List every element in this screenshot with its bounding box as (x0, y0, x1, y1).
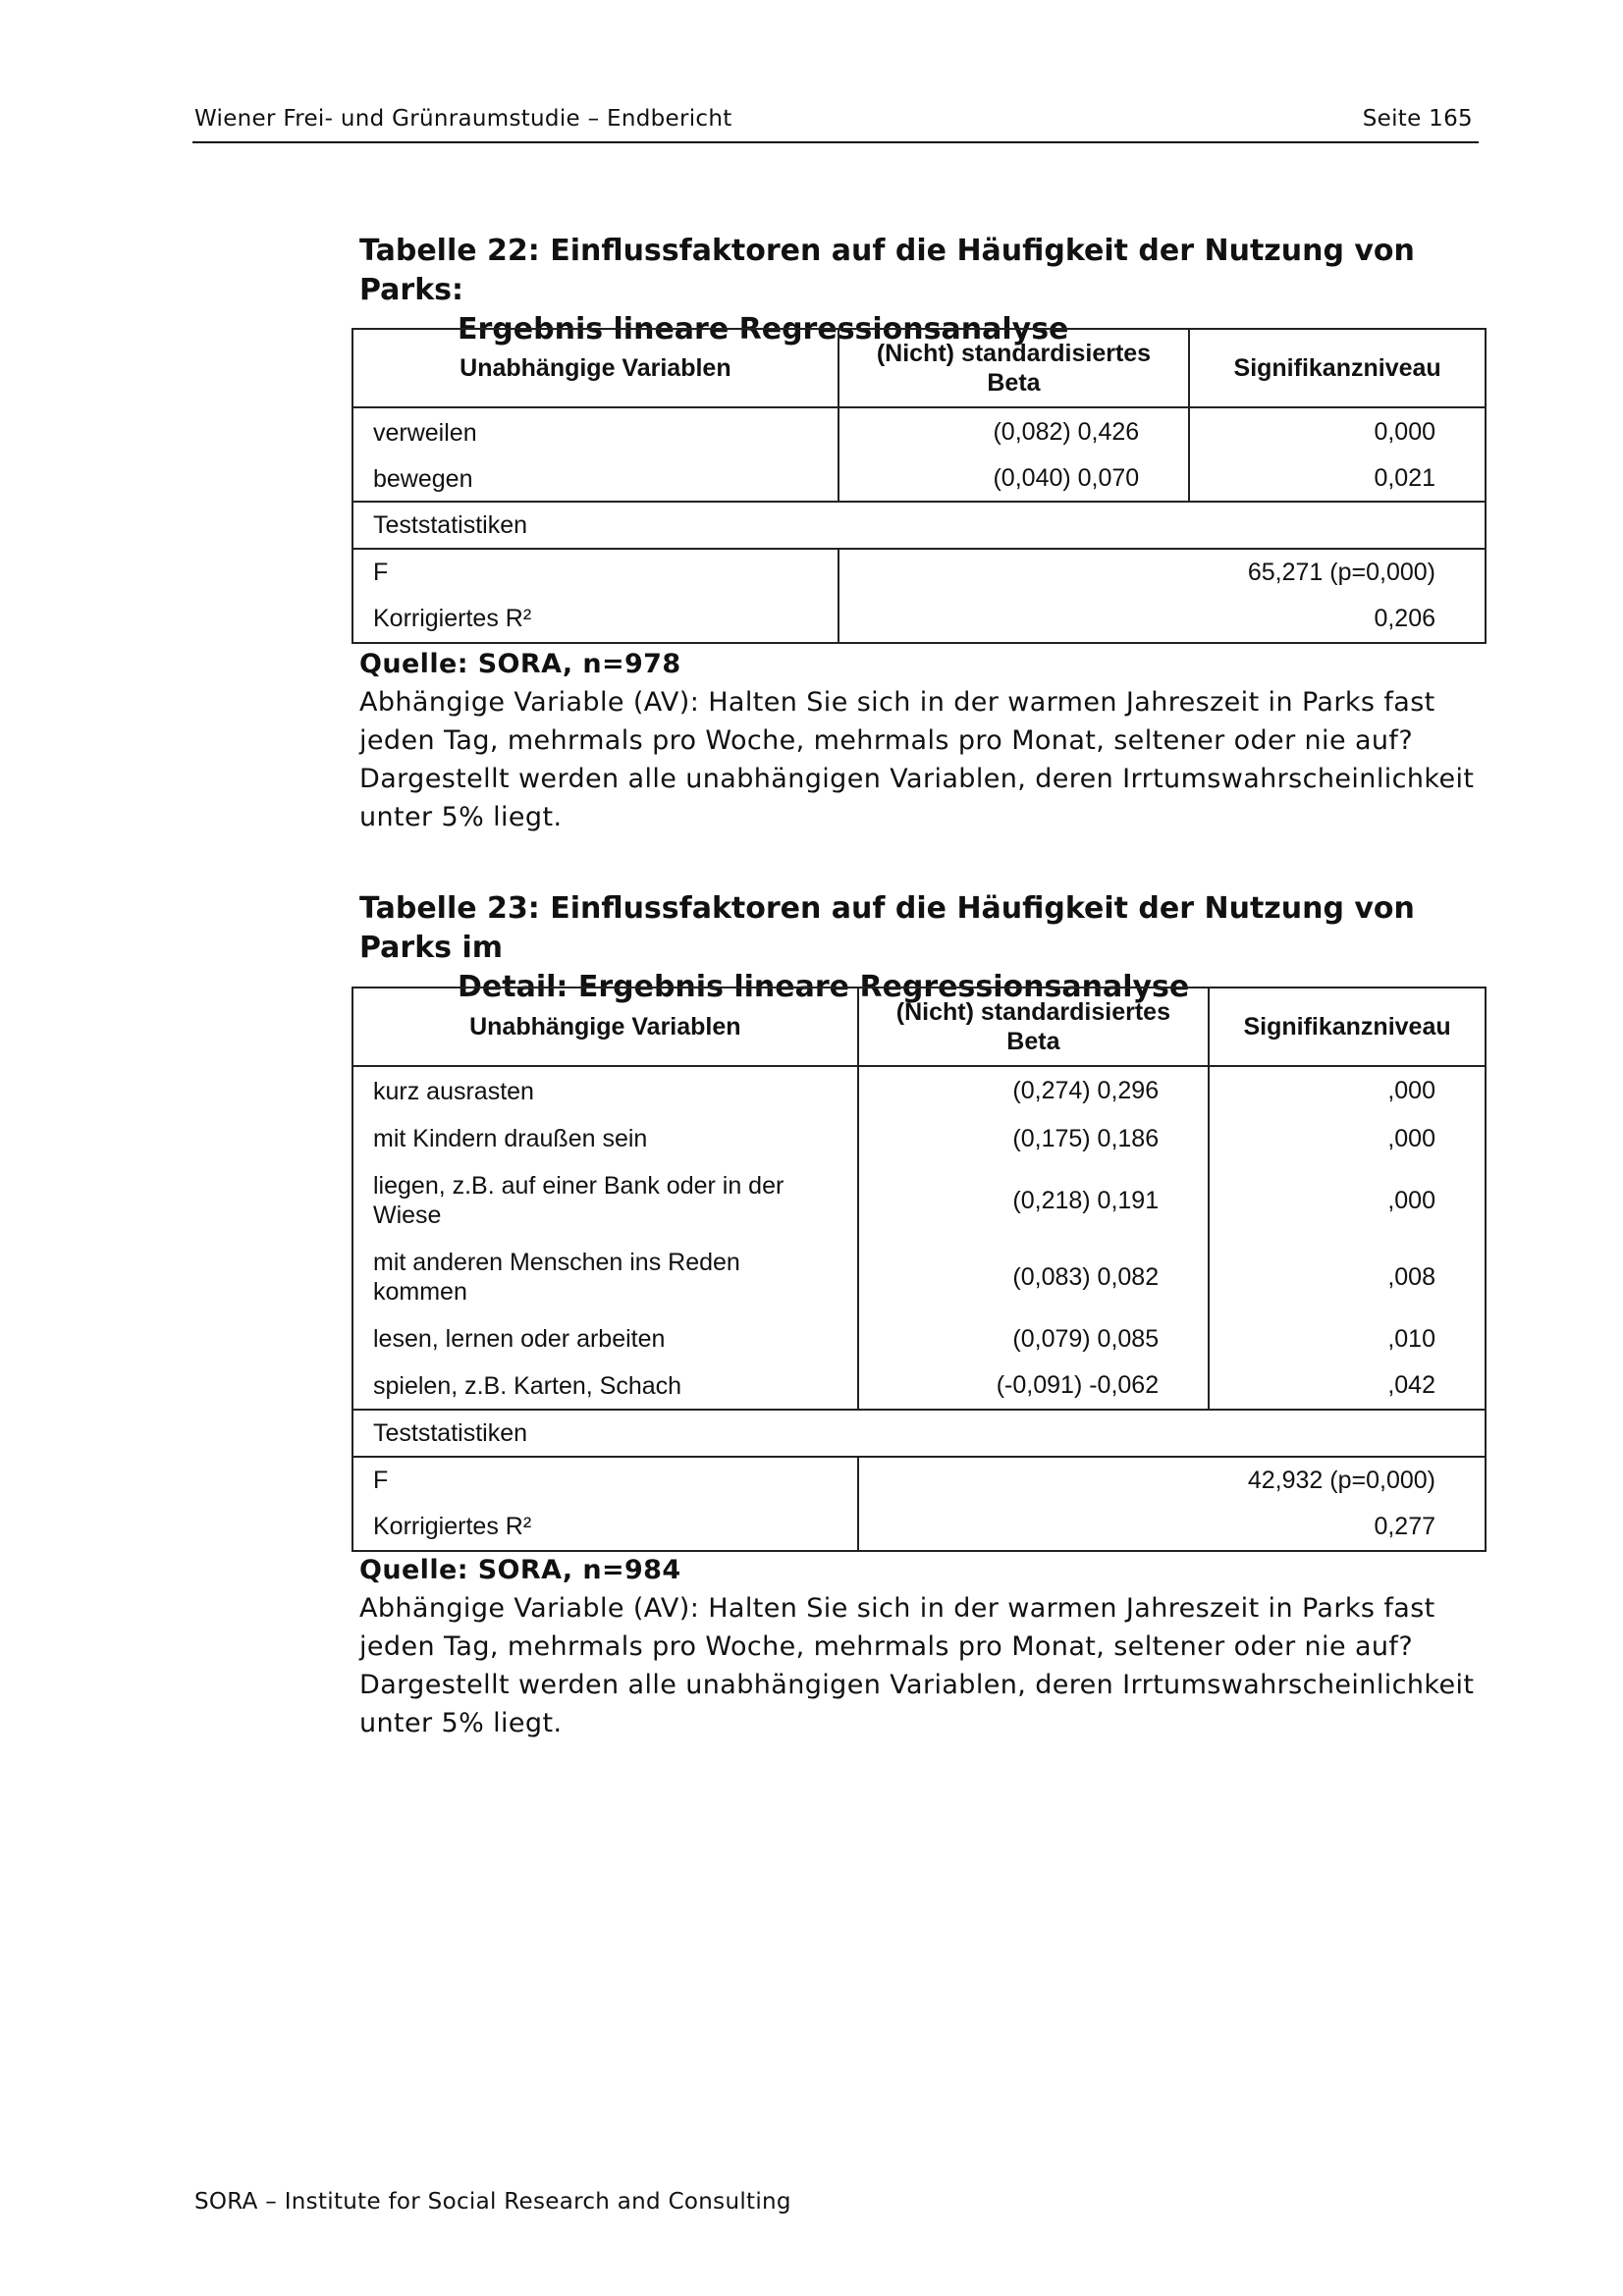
note-line: Abhängige Variable (AV): Halten Sie sich in der warmen Jahreszeit in Parks fast (359, 1593, 1435, 1624)
beta-cell: (0,040) 0,070 (839, 456, 1189, 502)
table-row (352, 1315, 1486, 1362)
stats-section-label: Teststatistiken (352, 1410, 1486, 1457)
table-23 (352, 987, 1487, 1552)
stat-label: F (352, 1457, 858, 1504)
variable-cell: mit Kindern draußen sein (352, 1115, 858, 1162)
page-header (192, 102, 1479, 143)
significance-cell: ,000 (1209, 1162, 1486, 1239)
table-22-caption-line1: Tabelle 22: Einflussfaktoren auf die Häufigkeit der Nutzung von Parks: (359, 234, 1415, 307)
significance-cell: 0,021 (1189, 456, 1486, 502)
column-header-significance: Signifikanzniveau (1189, 329, 1486, 407)
variable-cell: liegen, z.B. auf einer Bank oder in der Wiese (352, 1162, 858, 1239)
note-line: unter 5% liegt. (359, 1708, 563, 1738)
stat-label: Korrigiertes R² (352, 1504, 858, 1551)
source-line: Quelle: SORA, n=984 (359, 1555, 681, 1585)
variable-cell: spielen, z.B. Karten, Schach (352, 1362, 858, 1410)
beta-cell: (-0,091) -0,062 (858, 1362, 1209, 1410)
significance-cell: ,008 (1209, 1239, 1486, 1315)
note-line: unter 5% liegt. (359, 802, 563, 832)
beta-cell: (0,218) 0,191 (858, 1162, 1209, 1239)
significance-cell: 0,000 (1189, 407, 1486, 456)
stats-section-row (352, 502, 1486, 549)
table-22-caption-line2: Ergebnis lineare Regressionsanalyse (458, 312, 1069, 347)
table-row (352, 1162, 1486, 1239)
column-header-variable: Unabhängige Variablen (352, 988, 858, 1066)
table-23-source (359, 1551, 1479, 1742)
stat-value: 0,277 (858, 1504, 1486, 1551)
stats-row (352, 596, 1486, 643)
table-row (352, 1239, 1486, 1315)
variable-cell: mit anderen Menschen ins Reden kommen (352, 1239, 858, 1315)
table-22 (352, 328, 1487, 644)
note-line: Abhängige Variable (AV): Halten Sie sich in der warmen Jahreszeit in Parks fast (359, 687, 1435, 718)
stats-section-row (352, 1410, 1486, 1457)
stat-value: 65,271 (p=0,000) (839, 549, 1486, 596)
table-row (352, 1362, 1486, 1410)
table-row (352, 456, 1486, 502)
significance-cell: ,042 (1209, 1362, 1486, 1410)
beta-cell: (0,082) 0,426 (839, 407, 1189, 456)
stat-value: 0,206 (839, 596, 1486, 643)
note-line: jeden Tag, mehrmals pro Woche, mehrmals pro Monat, seltener oder nie auf? (359, 725, 1414, 756)
note-line: Dargestellt werden alle unabhängigen Variablen, deren Irrtumswahrscheinlichkeit (359, 764, 1475, 794)
table-header-row (352, 988, 1486, 1066)
column-header-variable: Unabhängige Variablen (352, 329, 839, 407)
stats-row (352, 549, 1486, 596)
page-footer: SORA – Institute for Social Research and Consulting (194, 2189, 791, 2215)
variable-cell: verweilen (352, 407, 839, 456)
beta-cell: (0,079) 0,085 (858, 1315, 1209, 1362)
stats-row (352, 1504, 1486, 1551)
column-header-significance: Signifikanzniveau (1209, 988, 1486, 1066)
stat-label: Korrigiertes R² (352, 596, 839, 643)
variable-cell: bewegen (352, 456, 839, 502)
table-23-caption-line1: Tabelle 23: Einflussfaktoren auf die Häufigkeit der Nutzung von Parks im (359, 891, 1415, 965)
table-row (352, 1115, 1486, 1162)
beta-cell: (0,274) 0,296 (858, 1066, 1209, 1115)
beta-cell: (0,175) 0,186 (858, 1115, 1209, 1162)
beta-cell: (0,083) 0,082 (858, 1239, 1209, 1315)
significance-cell: ,010 (1209, 1315, 1486, 1362)
document-title: Wiener Frei- und Grünraumstudie – Endbericht (194, 106, 732, 132)
stats-row (352, 1457, 1486, 1504)
significance-cell: ,000 (1209, 1115, 1486, 1162)
column-header-beta: (Nicht) standardisiertes Beta (839, 329, 1189, 407)
table-22-source (359, 645, 1479, 836)
stats-section-label: Teststatistiken (352, 502, 1486, 549)
variable-cell: kurz ausrasten (352, 1066, 858, 1115)
note-line: Dargestellt werden alle unabhängigen Variablen, deren Irrtumswahrscheinlichkeit (359, 1670, 1475, 1700)
page-number: Seite 165 (1362, 106, 1473, 132)
variable-cell: lesen, lernen oder arbeiten (352, 1315, 858, 1362)
table-header-row (352, 329, 1486, 407)
note-line: jeden Tag, mehrmals pro Woche, mehrmals pro Monat, seltener oder nie auf? (359, 1631, 1414, 1662)
table-row (352, 1066, 1486, 1115)
column-header-beta: (Nicht) standardisiertes Beta (858, 988, 1209, 1066)
stat-label: F (352, 549, 839, 596)
stat-value: 42,932 (p=0,000) (858, 1457, 1486, 1504)
table-row (352, 407, 1486, 456)
table-23-caption-line2: Detail: Ergebnis lineare Regressionsanalyse (458, 970, 1190, 1004)
source-line: Quelle: SORA, n=978 (359, 649, 681, 679)
significance-cell: ,000 (1209, 1066, 1486, 1115)
